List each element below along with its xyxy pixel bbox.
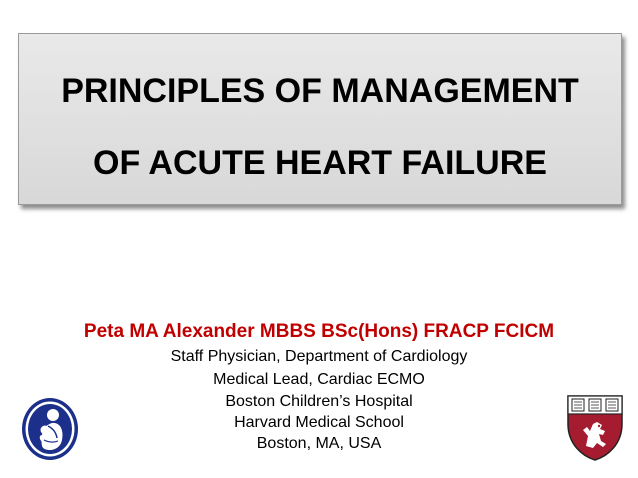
author-role: Medical Lead, Cardiac ECMO <box>213 371 425 388</box>
author-school: Harvard Medical School <box>234 414 404 431</box>
author-name: Peta MA Alexander MBBS BSc(Hons) FRACP FCICM <box>83 321 555 342</box>
title-line-2: OF ACUTE HEART FAILURE <box>93 144 547 182</box>
hospital-seal-icon <box>20 396 80 462</box>
author-position: Staff Physician, Department of Cardiology <box>170 348 468 365</box>
title-line-1: PRINCIPLES OF MANAGEMENT <box>61 72 579 110</box>
title-box <box>18 33 622 205</box>
author-location: Boston, MA, USA <box>256 435 382 452</box>
author-hospital: Boston Children’s Hospital <box>225 393 413 410</box>
harvard-shield-icon <box>566 394 624 462</box>
